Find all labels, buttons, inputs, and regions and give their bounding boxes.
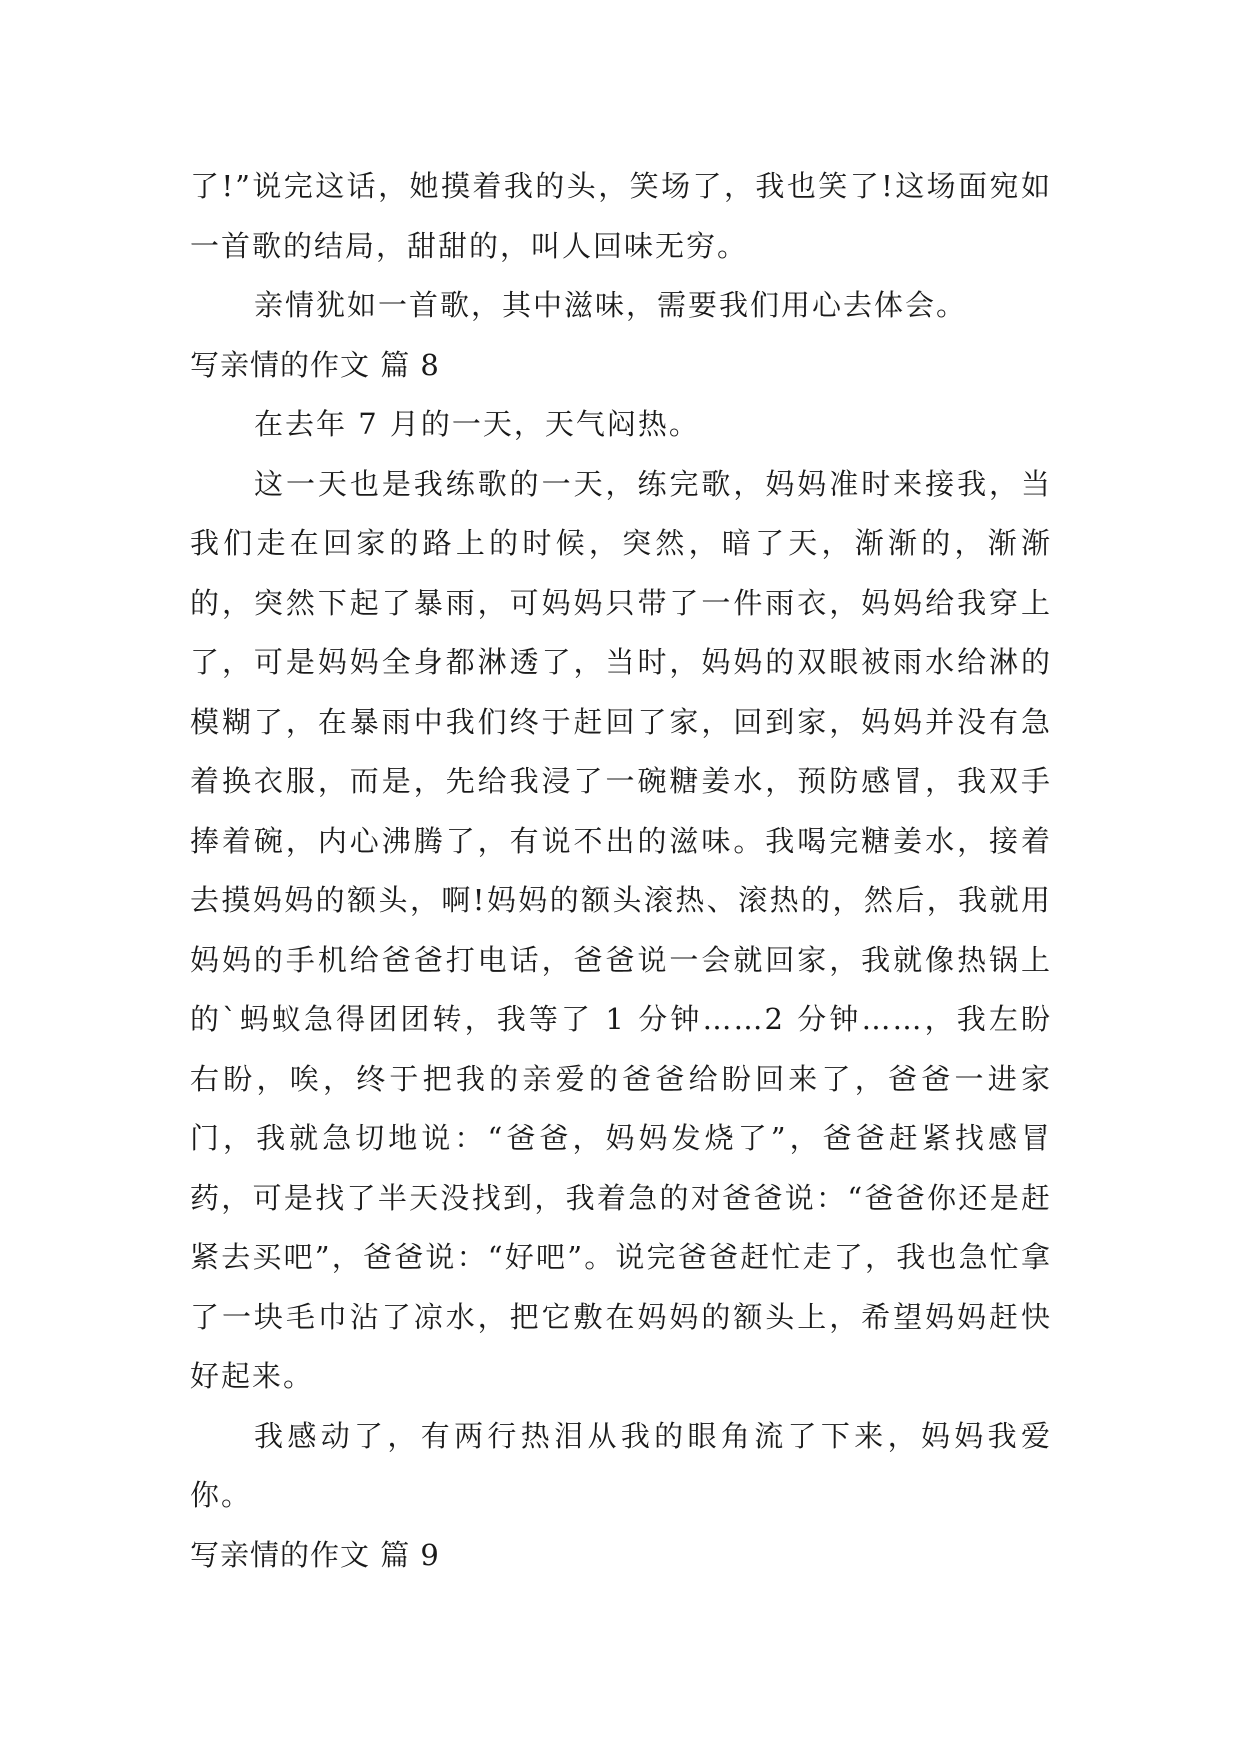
essay-heading: 写亲情的作文 篇 8 <box>190 347 440 382</box>
essay-body <box>190 157 1052 1585</box>
paragraph-continuation: 了!”说完这话，她摸着我的头，笑场了，我也笑了!这场面宛如一首歌的结局，甜甜的，叫人回味无穷。 <box>190 169 1052 263</box>
essay-heading: 写亲情的作文 篇 9 <box>190 1537 440 1572</box>
paragraph: 我感动了，有两行热泪从我的眼角流了下来，妈妈我爱你。 <box>190 1418 1052 1512</box>
paragraph: 这一天也是我练歌的一天，练完歌，妈妈准时来接我，当我们走在回家的路上的时候，突然，暗了天，渐渐的，渐渐的，突然下起了暴雨，可妈妈只带了一件雨衣，妈妈给我穿上了，可是妈妈全身都淋透了，当时，妈妈的双眼被雨水给淋的模糊了，在暴雨中我们终于赶回了家，回到家，妈妈并没有急着换衣服，而是，先给我浸了一碗糖姜水，预防感冒，我双手捧着碗，内心沸腾了，有说不出的滋味。我喝完糖姜水，接着去摸妈妈的额头，啊!妈妈的额头滚热、滚热的，然后，我就用妈妈的手机给爸爸打电话，爸爸说一会就回家，我就像热锅上的`蚂蚁急得团团转，我等了 1 分钟……2 分钟……，我左盼右盼，唉，终于把我的亲爱的爸爸给盼回来了，爸爸一进家门，我就急切地说：“爸爸，妈妈发烧了”，爸爸赶紧找感冒药，可是找了半天没找到，我着急的对爸爸说：“爸爸你还是赶紧去买吧”，爸爸说：“好吧”。说完爸爸赶忙走了，我也急忙拿了一块毛巾沾了凉水，把它敷在妈妈的额头上，希望妈妈赶快好起来。 <box>190 466 1052 1393</box>
paragraph: 亲情犹如一首歌，其中滋味，需要我们用心去体会。 <box>254 288 968 322</box>
paragraph: 在去年 7 月的一天，天气闷热。 <box>254 407 700 441</box>
